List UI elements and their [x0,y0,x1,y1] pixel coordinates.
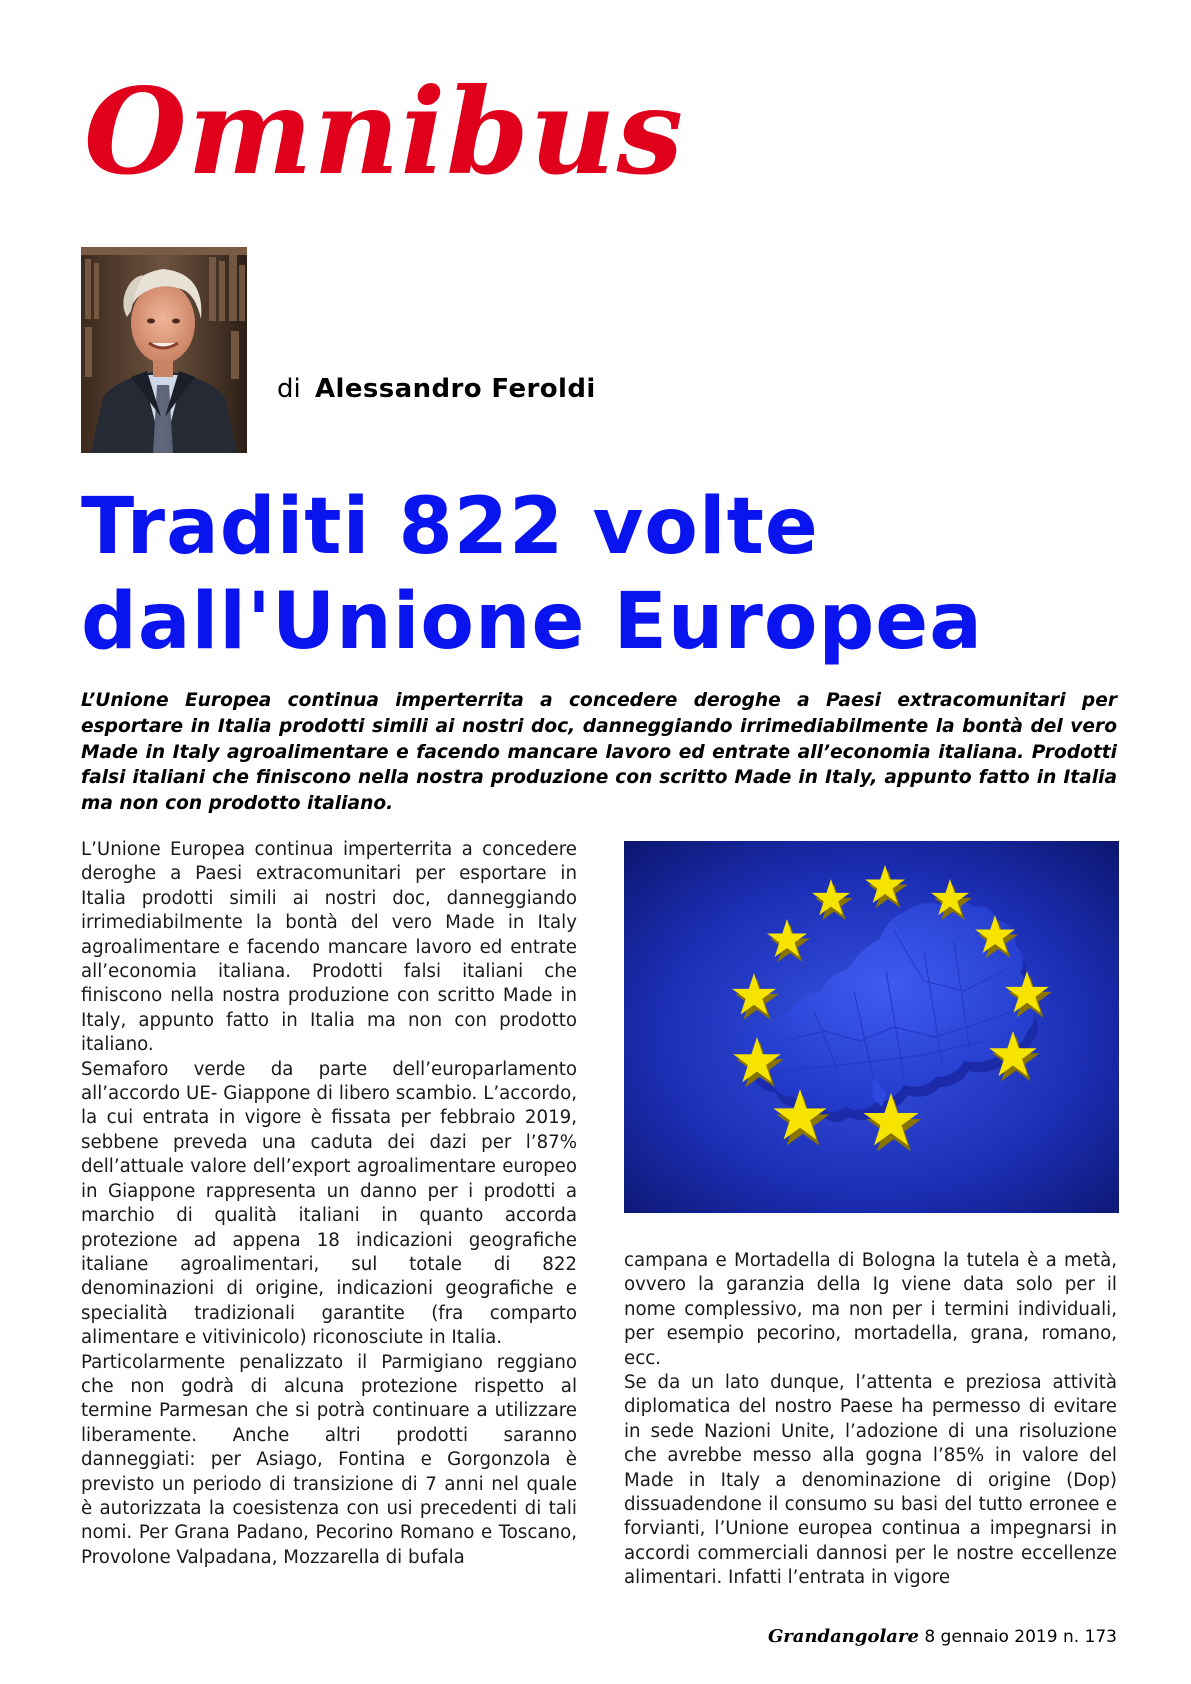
author-photo [81,247,247,453]
body-column-left [81,838,577,1570]
headline-line-2: dall'Unione Europea [81,577,983,667]
body-paragraph: Semaforo verde da parte dell’europarlamento all’accordo UE- Giappone di libero scambio. L’accordo, la cui entrata in vigore è fissata per febbraio 2019, sebbene preveda una caduta dei dazi per l’87% dell’attuale valore dell’export agroalimentare europeo in Giappone rappresenta un danno per i prodotti a marchio di qualità italiani in quanto accorda protezione ad appena 18 indicazioni geografiche italiane agroalimentari, sul totale di 822 denominazioni di origine, indicazioni geografiche e specialità tradizionali garantite (fra comparto alimentare e vitivinicolo) riconosciute in Italia. [81,1058,577,1349]
body-paragraph: Se da un lato dunque, l’attenta e preziosa attività diplomatica del nostro Paese ha permesso di evitare in sede Nazioni Unite, l’adozione di una risoluzione che avrebbe messo alla gogna l’85% in valore del Made in Italy a denominazione di origine (Dop) dissuadendone il consumo su basi del tutto erronee e forvianti, l’Unione europea continua a impegnarsi in accordi commerciali dannosi per le nostre eccellenze alimentari. Infatti l’entrata in vigore [624,1372,1117,1589]
body-paragraph: campana e Mortadella di Bologna la tutela è a metà, ovvero la garanzia della Ig viene data solo per il nome complessivo, ma non per i termini individuali, per esempio pecorino, mortadella, grana, romano, ecc. [624,1250,1117,1369]
publication-name: Grandangolare [767,1626,919,1647]
article-headline [81,480,1131,670]
body-column-right [624,1249,1117,1591]
eu-map-stars-image [624,841,1119,1213]
masthead-title: Omnibus [84,62,684,201]
issue-info: 8 gennaio 2019 n. 173 [924,1627,1117,1647]
page-footer [624,1625,1117,1649]
headline-line-1: Traditi 822 volte [81,482,819,572]
body-paragraph: Particolarmente penalizzato il Parmigiano reggiano che non godrà di alcuna protezione rispetto al termine Parmesan che si potrà continuare a utilizzare liberamente. Anche altri prodotti saranno danneggiati: per Asiago, Fontina e Gorgonzola è previsto un periodo di transizione di 7 anni nel quale è autorizzata la coesistenza con usi precedenti di tali nomi. Per Grana Padano, Pecorino Romano e Toscano, Provolone Valpadana, Mozzarella di bufala [81,1351,577,1568]
article-lead: L’Unione Europea continua imperterrita a concedere deroghe a Paesi extracomunitari per esportare in Italia prodotti simili ai nostri doc, danneggiando irrimediabilmente la bontà del vero Made in Italy agroalimentare e facendo mancare lavoro ed entrate all’economia italiana. Prodotti falsi italiani che finiscono nella nostra produzione con scritto Made in Italy, appunto fatto in Italia ma non con prodotto italiano. [81,690,1117,815]
byline-prefix: di [277,374,301,404]
byline [277,372,596,406]
author-name: Alessandro Feroldi [315,374,596,404]
body-paragraph: L’Unione Europea continua imperterrita a concedere deroghe a Paesi extracomunitari per esportare in Italia prodotti simili ai nostri doc, danneggiando irrimediabilmente la bontà del vero Made in Italy agroalimentare e facendo mancare lavoro ed entrate all’economia italiana. Prodotti falsi italiani che finiscono nella nostra produzione con scritto Made in Italy, appunto fatto in Italia ma non con prodotto italiano. [81,839,577,1056]
